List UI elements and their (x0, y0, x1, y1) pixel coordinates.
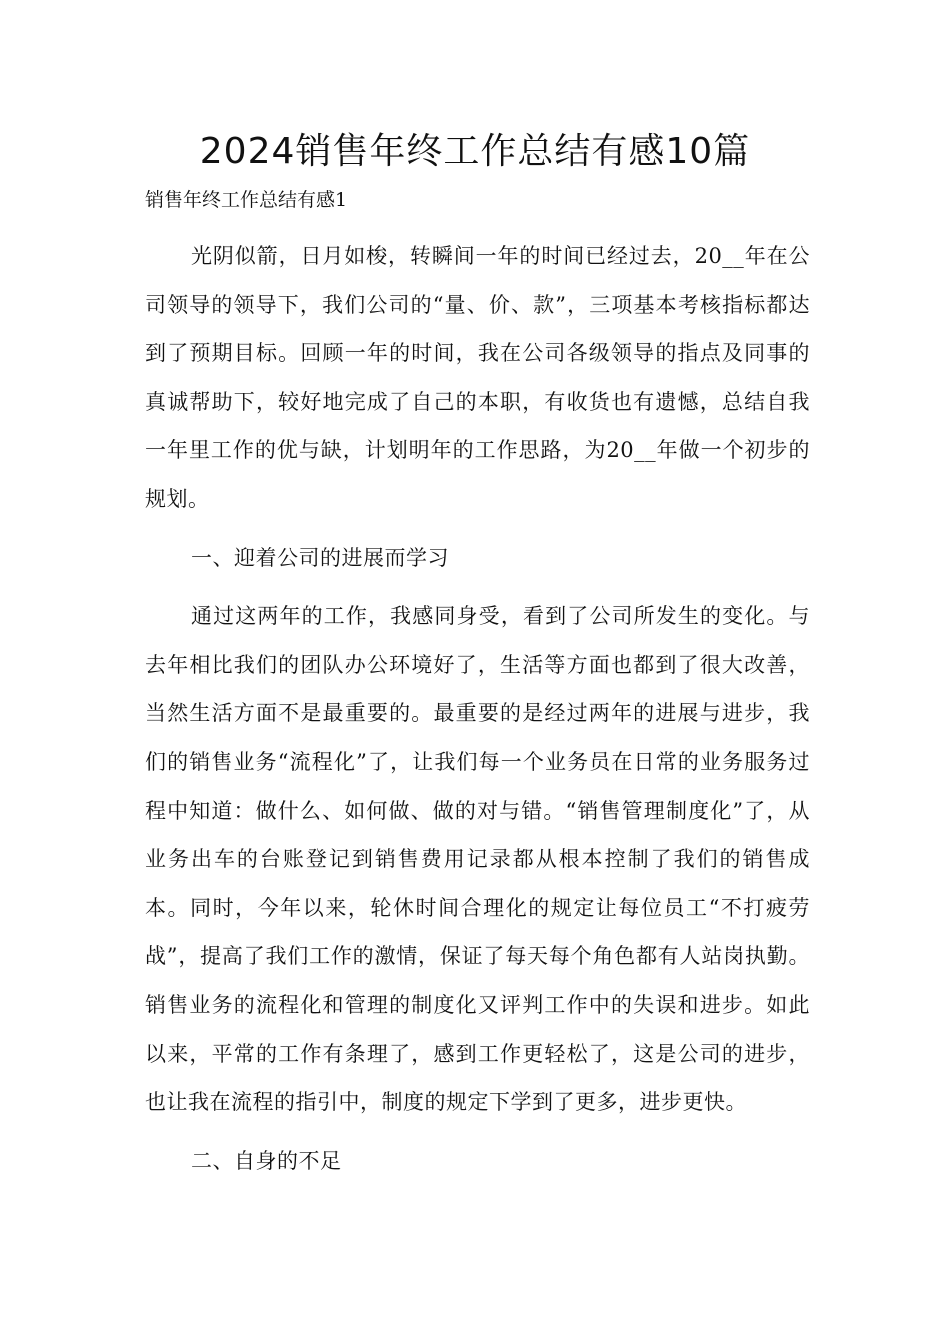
section-heading-2: 二、自身的不足 (191, 1148, 342, 1173)
document-body (145, 232, 810, 1195)
paragraph-intro: 光阴似箭，日月如梭，转瞬间一年的时间已经过去，20__年在公司领导的领导下，我们公司的“量、价、款”，三项基本考核指标都达到了预期目标。回顾一年的时间，我在公司各级领导的指点及同事的真诚帮助下，较好地完成了自己的本职，有收货也有遗憾，总结自我一年里工作的优与缺，计划明年的工作思路，为20__年做一个初步的规划。 (145, 244, 810, 511)
document-title: 2024销售年终工作总结有感10篇 (199, 131, 751, 172)
section-subtitle: 销售年终工作总结有感1 (145, 189, 348, 211)
section-heading-1: 一、迎着公司的进展而学习 (191, 545, 449, 570)
paragraph-learning: 通过这两年的工作，我感同身受，看到了公司所发生的变化。与去年相比我们的团队办公环境好了，生活等方面也都到了很大改善，当然生活方面不是最重要的。最重要的是经过两年的进展与进步，我们的销售业务“流程化”了，让我们每一个业务员在日常的业务服务过程中知道：做什么、如何做、做的对与错。“销售管理制度化”了，从业务出车的台账登记到销售费用记录都从根本控制了我们的销售成本。同时，今年以来，轮休时间合理化的规定让每位员工“不打疲劳战”，提高了我们工作的激情，保证了每天每个角色都有人站岗执勤。销售业务的流程化和管理的制度化又评判工作中的失误和进步。如此以来，平常的工作有条理了，感到工作更轻松了，这是公司的进步，也让我在流程的指引中，制度的规定下学到了更多，进步更快。 (145, 604, 810, 1115)
